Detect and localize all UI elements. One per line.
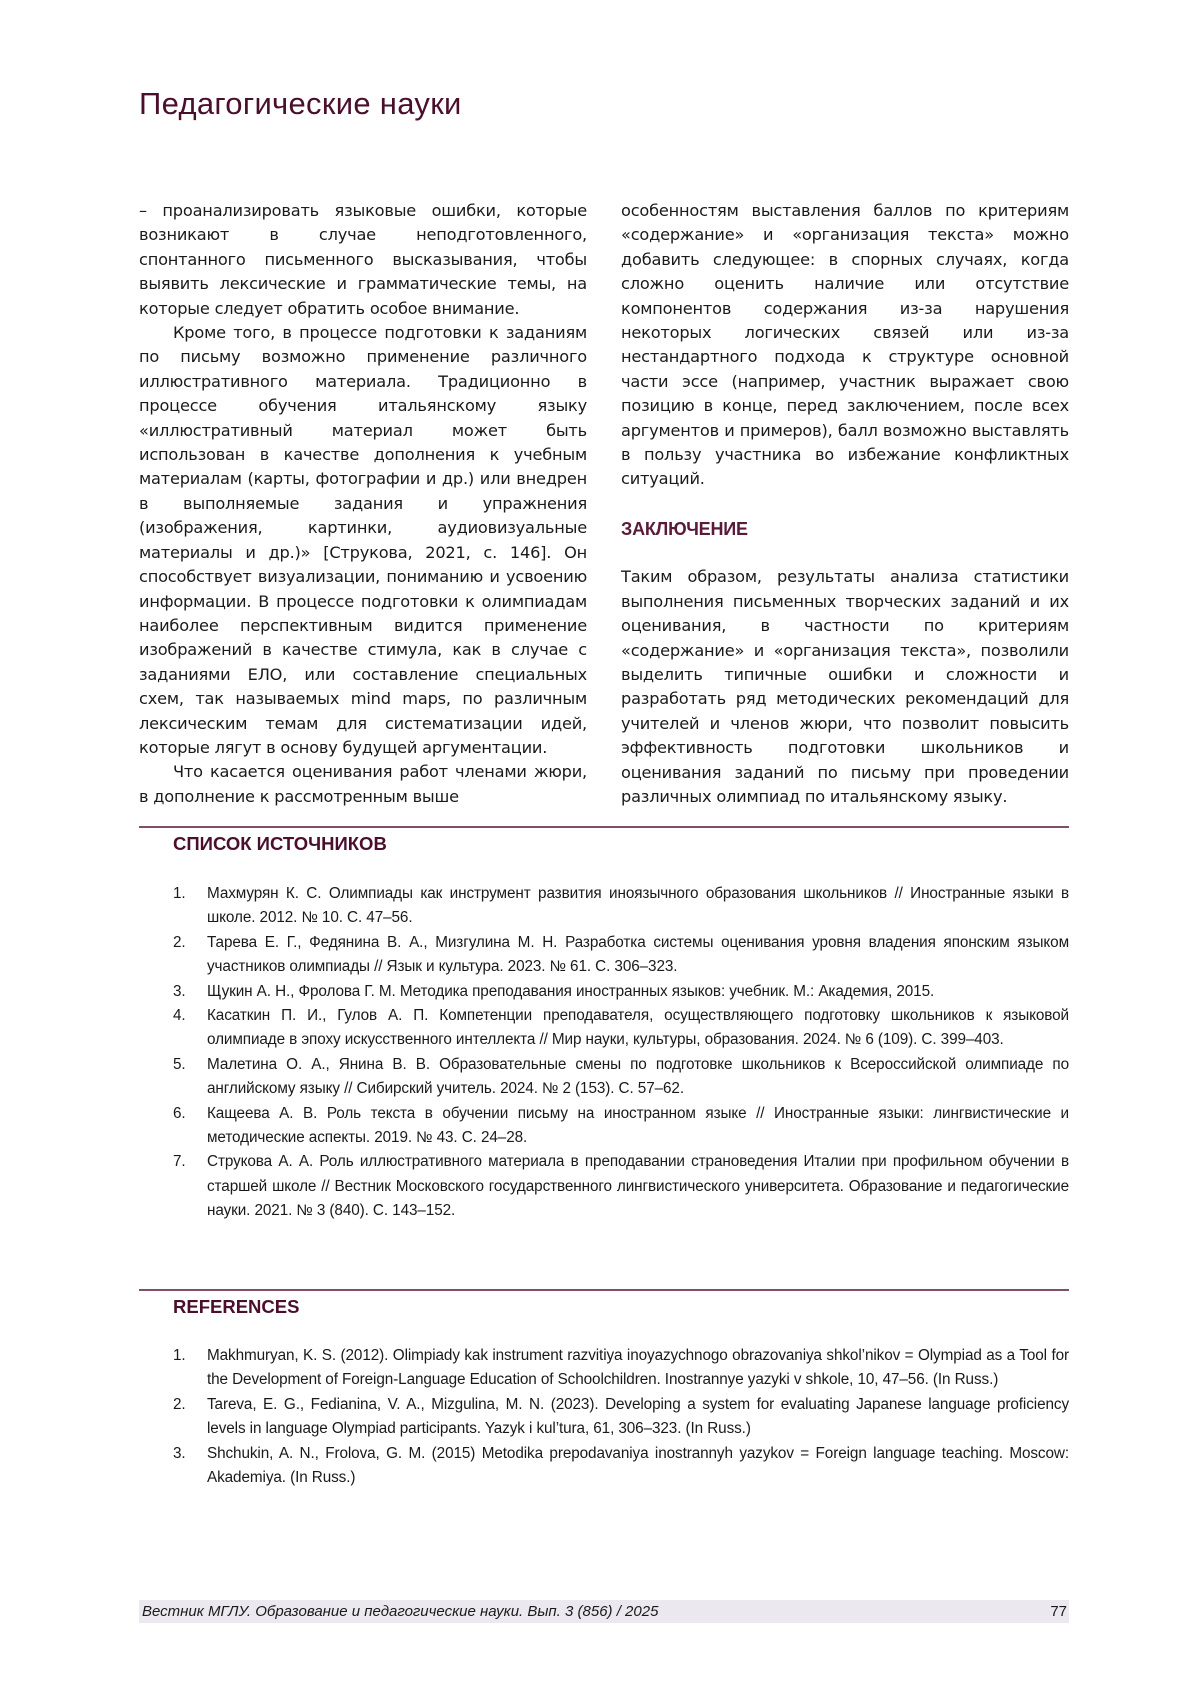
list-item	[173, 882, 1069, 931]
page-number: 77	[1050, 1600, 1067, 1623]
sources-heading: СПИСОК ИСТОЧНИКОВ	[173, 833, 387, 855]
sources-list	[173, 882, 1069, 1224]
item-text: Shchukin, A. N., Frolova, G. M. (2015) Metodika prepodavaniya inostrannyh yazykov = Foreign language teaching. Moscow: Akademiya. (In Russ.)	[207, 1445, 1069, 1486]
list-item	[173, 1150, 1069, 1223]
item-number: 4.	[173, 1004, 186, 1028]
section-title: Педагогические науки	[139, 86, 462, 122]
conclusion-paragraph: Таким образом, результаты анализа статистики выполнения письменных творческих заданий и их оценивания, в частности по критериям «содержание» и «организация текста», позволили выделить типичные ошибки и сложности и разработать ряд методических рекомендаций для учителей и членов жюри, что позволит повысить эффективность подготовки школьников и оценивания заданий по письму при проведении различных олимпиад по итальянскому языку.	[621, 565, 1069, 809]
item-text: Малетина О. А., Янина В. В. Образовательные смены по подготовке школьников к Всероссийской олимпиаде по английскому языку // Сибирский учитель. 2024. № 2 (153). С. 57–62.	[207, 1056, 1069, 1097]
paragraph: Кроме того, в процессе подготовки к заданиям по письму возможно применение различного иллюстративного материала. Традиционно в процессе обучения итальянскому языку «иллюстративный материал может быть использован в качестве дополнения к учебным материалам (карты, фотографии и др.) или внедрен в выполняемые задания и упражнения (изображения, картинки, аудиовизуальные материалы и др.)» [Струкова, 2021, с. 146]. Он способствует визуализации, пониманию и усвоению информации. В процессе подготовки к олимпиадам наиболее перспективным видится применение изображений в качестве стимула, как в случае с заданиями ЕЛО, или составление специальных схем, так называемых mind maps, по различным лексическим темам для систематизации идей, которые лягут в основу будущей аргументации.	[139, 321, 587, 760]
item-text: Тарева Е. Г., Федянина В. А., Мизгулина М. Н. Разработка системы оценивания уровня владения японским языком участников олимпиады // Язык и культура. 2023. № 61. С. 306–323.	[207, 934, 1069, 975]
references-heading: REFERENCES	[173, 1296, 299, 1318]
left-column	[139, 199, 587, 809]
list-item	[173, 931, 1069, 980]
list-item	[173, 1393, 1069, 1442]
item-text: Махмурян К. С. Олимпиады как инструмент развития иноязычного образования школьников // Иностранные языки в школе. 2012. № 10. С. 47–56.	[207, 885, 1069, 926]
item-number: 1.	[173, 882, 186, 906]
list-item	[173, 1442, 1069, 1491]
list-item	[173, 980, 1069, 1004]
item-text: Щукин А. Н., Фролова Г. М. Методика преподавания иностранных языков: учебник. М.: Академия, 2015.	[207, 983, 934, 1000]
section-divider	[139, 826, 1069, 828]
item-number: 5.	[173, 1053, 186, 1077]
paragraph: Что касается оценивания работ членами жюри, в дополнение к рассмотренным выше	[139, 760, 587, 809]
item-number: 3.	[173, 980, 186, 1004]
item-number: 2.	[173, 1393, 186, 1417]
item-number: 3.	[173, 1442, 186, 1466]
paragraph: – проанализировать языковые ошибки, которые возникают в случае неподготовленного, спонтанного письменного высказывания, чтобы выявить лексические и грамматические темы, на которые следует обратить особое внимание.	[139, 199, 587, 321]
item-text: Makhmuryan, K. S. (2012). Olimpiady kak instrument razvitiya inoyazychnogo obrazovaniya shkol’nikov = Olympiad as a Tool for the Development of Foreign-Language Education of Schoolchildren. Inostrannye yazyki v shkole, 10, 47–56. (In Russ.)	[207, 1347, 1069, 1388]
item-number: 2.	[173, 931, 186, 955]
section-divider	[139, 1289, 1069, 1291]
item-number: 7.	[173, 1150, 186, 1174]
item-text: Кащеева А. В. Роль текста в обучении письму на иностранном языке // Иностранные языки: лингвистические и методические аспекты. 2019. № 43. С. 24–28.	[207, 1105, 1069, 1146]
item-number: 1.	[173, 1344, 186, 1368]
paragraph: особенностям выставления баллов по критериям «содержание» и «организация текста» можно добавить следующее: в спорных случаях, когда сложно оценить наличие или отсутствие компонентов содержания из-за нарушения некоторых логических связей или из-за нестандартного подхода к структуре основной части эссе (например, участник выражает свою позицию в конце, перед заключением, после всех аргументов и примеров), балл возможно выставлять в пользу участника во избежание конфликтных ситуаций.	[621, 199, 1069, 492]
references-list	[173, 1344, 1069, 1490]
item-number: 6.	[173, 1102, 186, 1126]
page-footer	[139, 1600, 1069, 1623]
conclusion-heading: ЗАКЛЮЧЕНИЕ	[621, 517, 1069, 541]
right-column	[621, 199, 1069, 809]
item-text: Касаткин П. И., Гулов А. П. Компетенции преподавателя, осуществляющего подготовку школьников к языковой олимпиаде в эпоху искусственного интеллекта // Мир науки, культуры, образования. 2024. № 6 (109). С. 399–403.	[207, 1007, 1069, 1048]
list-item	[173, 1344, 1069, 1393]
item-text: Струкова А. А. Роль иллюстративного материала в преподавании страноведения Италии при профильном обучении в старшей школе // Вестник Московского государственного лингвистического университета. Образование и педагогические науки. 2021. № 3 (840). С. 143–152.	[207, 1153, 1069, 1219]
list-item	[173, 1102, 1069, 1151]
journal-title: Вестник МГЛУ. Образование и педагогические науки. Вып. 3 (856) / 2025	[142, 1600, 658, 1623]
list-item	[173, 1004, 1069, 1053]
item-text: Tareva, E. G., Fedianina, V. A., Mizgulina, M. N. (2023). Developing a system for evaluating Japanese language proficiency levels in language Olympiad participants. Yazyk i kul’tura, 61, 306–323. (In Russ.)	[207, 1396, 1069, 1437]
list-item	[173, 1053, 1069, 1102]
